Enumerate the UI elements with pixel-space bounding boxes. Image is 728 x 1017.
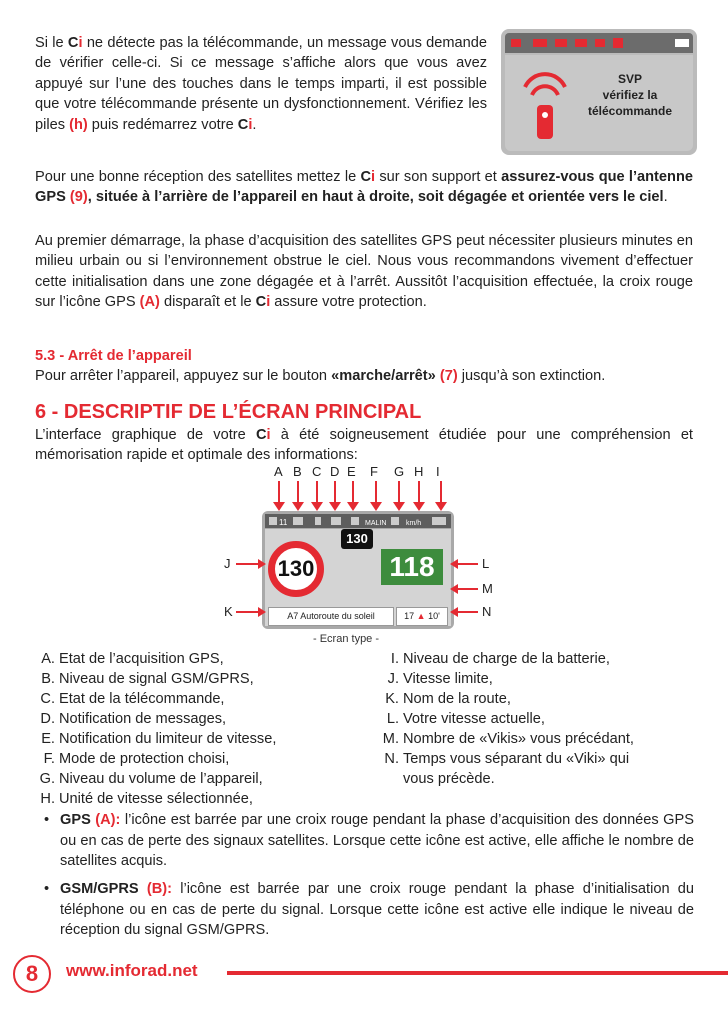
letter-f: F — [370, 464, 378, 479]
label-m: M — [482, 581, 493, 596]
legend-key: M. — [382, 731, 399, 747]
arrowhead-h — [413, 502, 425, 511]
legend-key: H. — [40, 791, 55, 807]
stop-title: 5.3 - Arrêt de l’appareil — [35, 348, 192, 364]
legend-text: Etat de la télécommande, — [59, 691, 225, 707]
arrow-f — [375, 481, 377, 503]
viki-info: 17 ▲ 10' — [396, 607, 448, 626]
legend-item — [33, 769, 276, 789]
remote-message: SVP vérifiez la télécommande — [587, 72, 673, 118]
legend-key: B. — [41, 671, 55, 687]
bullet-gsm: • GSM/GPRS (B): l’icône est barrée par une croix rouge pendant la phase d’initialisation du téléphone ou en cas de perte du signal. Lorsque cette icône est active elle indique le niveau de réception du signal GSM/GPRS. — [44, 881, 694, 939]
legend-key: K. — [385, 691, 399, 707]
letter-d: D — [330, 464, 340, 479]
car-icon: ▲ — [416, 611, 426, 621]
arrow-e — [352, 481, 354, 503]
arrow-d — [334, 481, 336, 503]
legend-item — [377, 649, 634, 669]
brand-ci: Ci — [67, 35, 83, 51]
legend-text: Niveau de charge de la batterie, — [403, 651, 610, 667]
stop-paragraph: Pour arrêter l’appareil, appuyez sur le bouton «marche/arrêt» (7) jusqu’à son extinction. — [35, 368, 606, 384]
label-j: J — [224, 556, 231, 571]
svg-text:MALIN: MALIN — [365, 520, 387, 527]
letter-g: G — [394, 464, 405, 479]
legend-item — [377, 769, 634, 789]
intro-paragraph: Si le Ci ne détecte pas la télécommande, un message vous demande de vérifier celle-ci. Si ce message s’affiche alors que vous avez appuyé sur l’une des touches dans le temps imparti, il est possible que votre télécommande présente un dysfonctionnement. Vérifiez les piles (h) puis redémarrez votre Ci. — [35, 35, 488, 133]
section-6-title: 6 - DESCRIPTIF DE L’ÉCRAN PRINCIPAL — [35, 401, 422, 423]
footer-rule — [227, 971, 728, 975]
legend-item — [33, 749, 276, 769]
legend-key: F. — [43, 751, 55, 767]
legend-key: D. — [40, 711, 55, 727]
legend-key: I. — [390, 651, 399, 667]
legend-key: C. — [40, 691, 55, 707]
label-l: L — [482, 556, 490, 571]
legend-right — [377, 649, 634, 789]
arrowhead-i — [435, 502, 447, 511]
legend-text: Votre vitesse actuelle, — [403, 711, 545, 727]
letter-c: C — [312, 464, 322, 479]
arrowhead-e — [347, 502, 359, 511]
letter-a: A — [274, 464, 283, 479]
legend-left — [33, 649, 276, 809]
limiter-bubble: 130 — [341, 529, 373, 549]
legend-text: Notification de messages, — [59, 711, 227, 727]
screen-status-bar — [265, 514, 451, 528]
brand-ci: Ci — [255, 294, 271, 311]
letter-e: E — [347, 464, 356, 479]
legend-text: Unité de vitesse sélectionnée, — [59, 791, 253, 807]
legend-text: vous précède. — [403, 771, 495, 787]
legend-text: Nom de la route, — [403, 691, 511, 707]
arrow-k-head — [258, 607, 266, 617]
letter-h: H — [414, 464, 424, 479]
legend-key: E. — [41, 731, 55, 747]
legend-item — [377, 749, 634, 769]
arrow-c — [316, 481, 318, 503]
current-speed: 118 — [381, 549, 443, 585]
legend-key: A. — [41, 651, 55, 667]
legend-item — [33, 709, 276, 729]
brand-ci: Ci — [360, 169, 376, 185]
label-k: K — [224, 604, 233, 619]
remote-check-screen — [501, 29, 697, 155]
legend-item — [377, 689, 634, 709]
remote-screen-body — [505, 55, 693, 151]
svg-text:11: 11 — [279, 518, 288, 527]
gps-paragraph: Pour une bonne réception des satellites mettez le Ci sur son support et assurez-vous que l’antenne GPS (9), située à l’arrière de l’appareil en haut à droite, soit dégagée et orientée vers le ciel. — [35, 169, 693, 206]
letter-i: I — [436, 464, 440, 479]
status-icons — [505, 33, 693, 53]
legend-text: Nombre de «Vikis» vous précédant, — [403, 731, 634, 747]
acquisition-paragraph: Au premier démarrage, la phase d’acquisition des satellites GPS peut nécessiter plusieurs minutes en milieu urbain ou si l’environnement obstrue le ciel. Nous vous recommandons vivement d’effectuer cette initialisation dans une zone dégagée et à l’arrêt. Aussitôt l’acquisition effectuée, la croix rouge sur l’icône GPS (A) disparaît et le Ci assure votre protection. — [35, 233, 693, 311]
arrowhead-b — [292, 502, 304, 511]
page-number: 8 — [13, 955, 51, 993]
arrow-l-line — [456, 563, 478, 565]
legend-text: Mode de protection choisi, — [59, 751, 230, 767]
svg-text:km/h: km/h — [406, 520, 422, 527]
arrowhead-g — [393, 502, 405, 511]
legend-item — [377, 669, 634, 689]
legend-item — [33, 649, 276, 669]
legend-text: Etat de l’acquisition GPS, — [59, 651, 224, 667]
arrowhead-a — [273, 502, 285, 511]
diagram-caption: - Ecran type - — [313, 633, 380, 645]
arrowhead-f — [370, 502, 382, 511]
arrow-i — [440, 481, 442, 503]
speed-limit-sign: 130 — [268, 541, 324, 597]
brand-ci: Ci — [237, 116, 253, 133]
section-6-intro: L’interface graphique de votre Ci à été soigneusement étudiée pour une compréhension et mémorisation rapide et optimale des informations: — [35, 427, 693, 464]
legend-text: Temps vous séparant du «Viki» qui — [403, 751, 630, 767]
legend-text: Vitesse limite, — [403, 671, 493, 687]
legend-text: Niveau de signal GSM/GPRS, — [59, 671, 254, 687]
label-n: N — [482, 604, 492, 619]
arrow-h — [418, 481, 420, 503]
arrow-g — [398, 481, 400, 503]
arrowhead-c — [311, 502, 323, 511]
letter-b: B — [293, 464, 302, 479]
main-screen — [262, 511, 454, 629]
arrow-j-head — [258, 559, 266, 569]
arrow-b — [297, 481, 299, 503]
bullet-gps: • GPS (A): l’icône est barrée par une croix rouge pendant la phase d’acquisition des données GPS ou en cas de perte des signaux satellites. Lorsque cette icône est active, elle affiche le nombre de satellites acquis. — [44, 812, 694, 870]
legend-key: J. — [387, 671, 399, 687]
legend-key: N. — [384, 751, 399, 767]
brand-ci: Ci — [255, 427, 271, 443]
legend-key: G. — [39, 771, 55, 787]
arrowhead-d — [329, 502, 341, 511]
arrow-n-line — [456, 611, 478, 613]
legend-text: Notification du limiteur de vitesse, — [59, 731, 277, 747]
status-icons — [265, 514, 451, 528]
legend-item — [33, 689, 276, 709]
arrow-m-line — [456, 588, 478, 590]
arrow-a — [278, 481, 280, 503]
legend-item — [33, 669, 276, 689]
remote-icon — [515, 65, 575, 145]
legend-item — [377, 729, 634, 749]
legend-key: L. — [386, 711, 399, 727]
legend-item — [33, 789, 276, 809]
website-link[interactable]: www.inforad.net — [66, 961, 198, 980]
status-bar — [505, 33, 693, 53]
legend-item — [33, 729, 276, 749]
legend-item — [377, 709, 634, 729]
road-name: A7 Autoroute du soleil — [268, 607, 394, 626]
legend-text: Niveau du volume de l’appareil, — [59, 771, 263, 787]
